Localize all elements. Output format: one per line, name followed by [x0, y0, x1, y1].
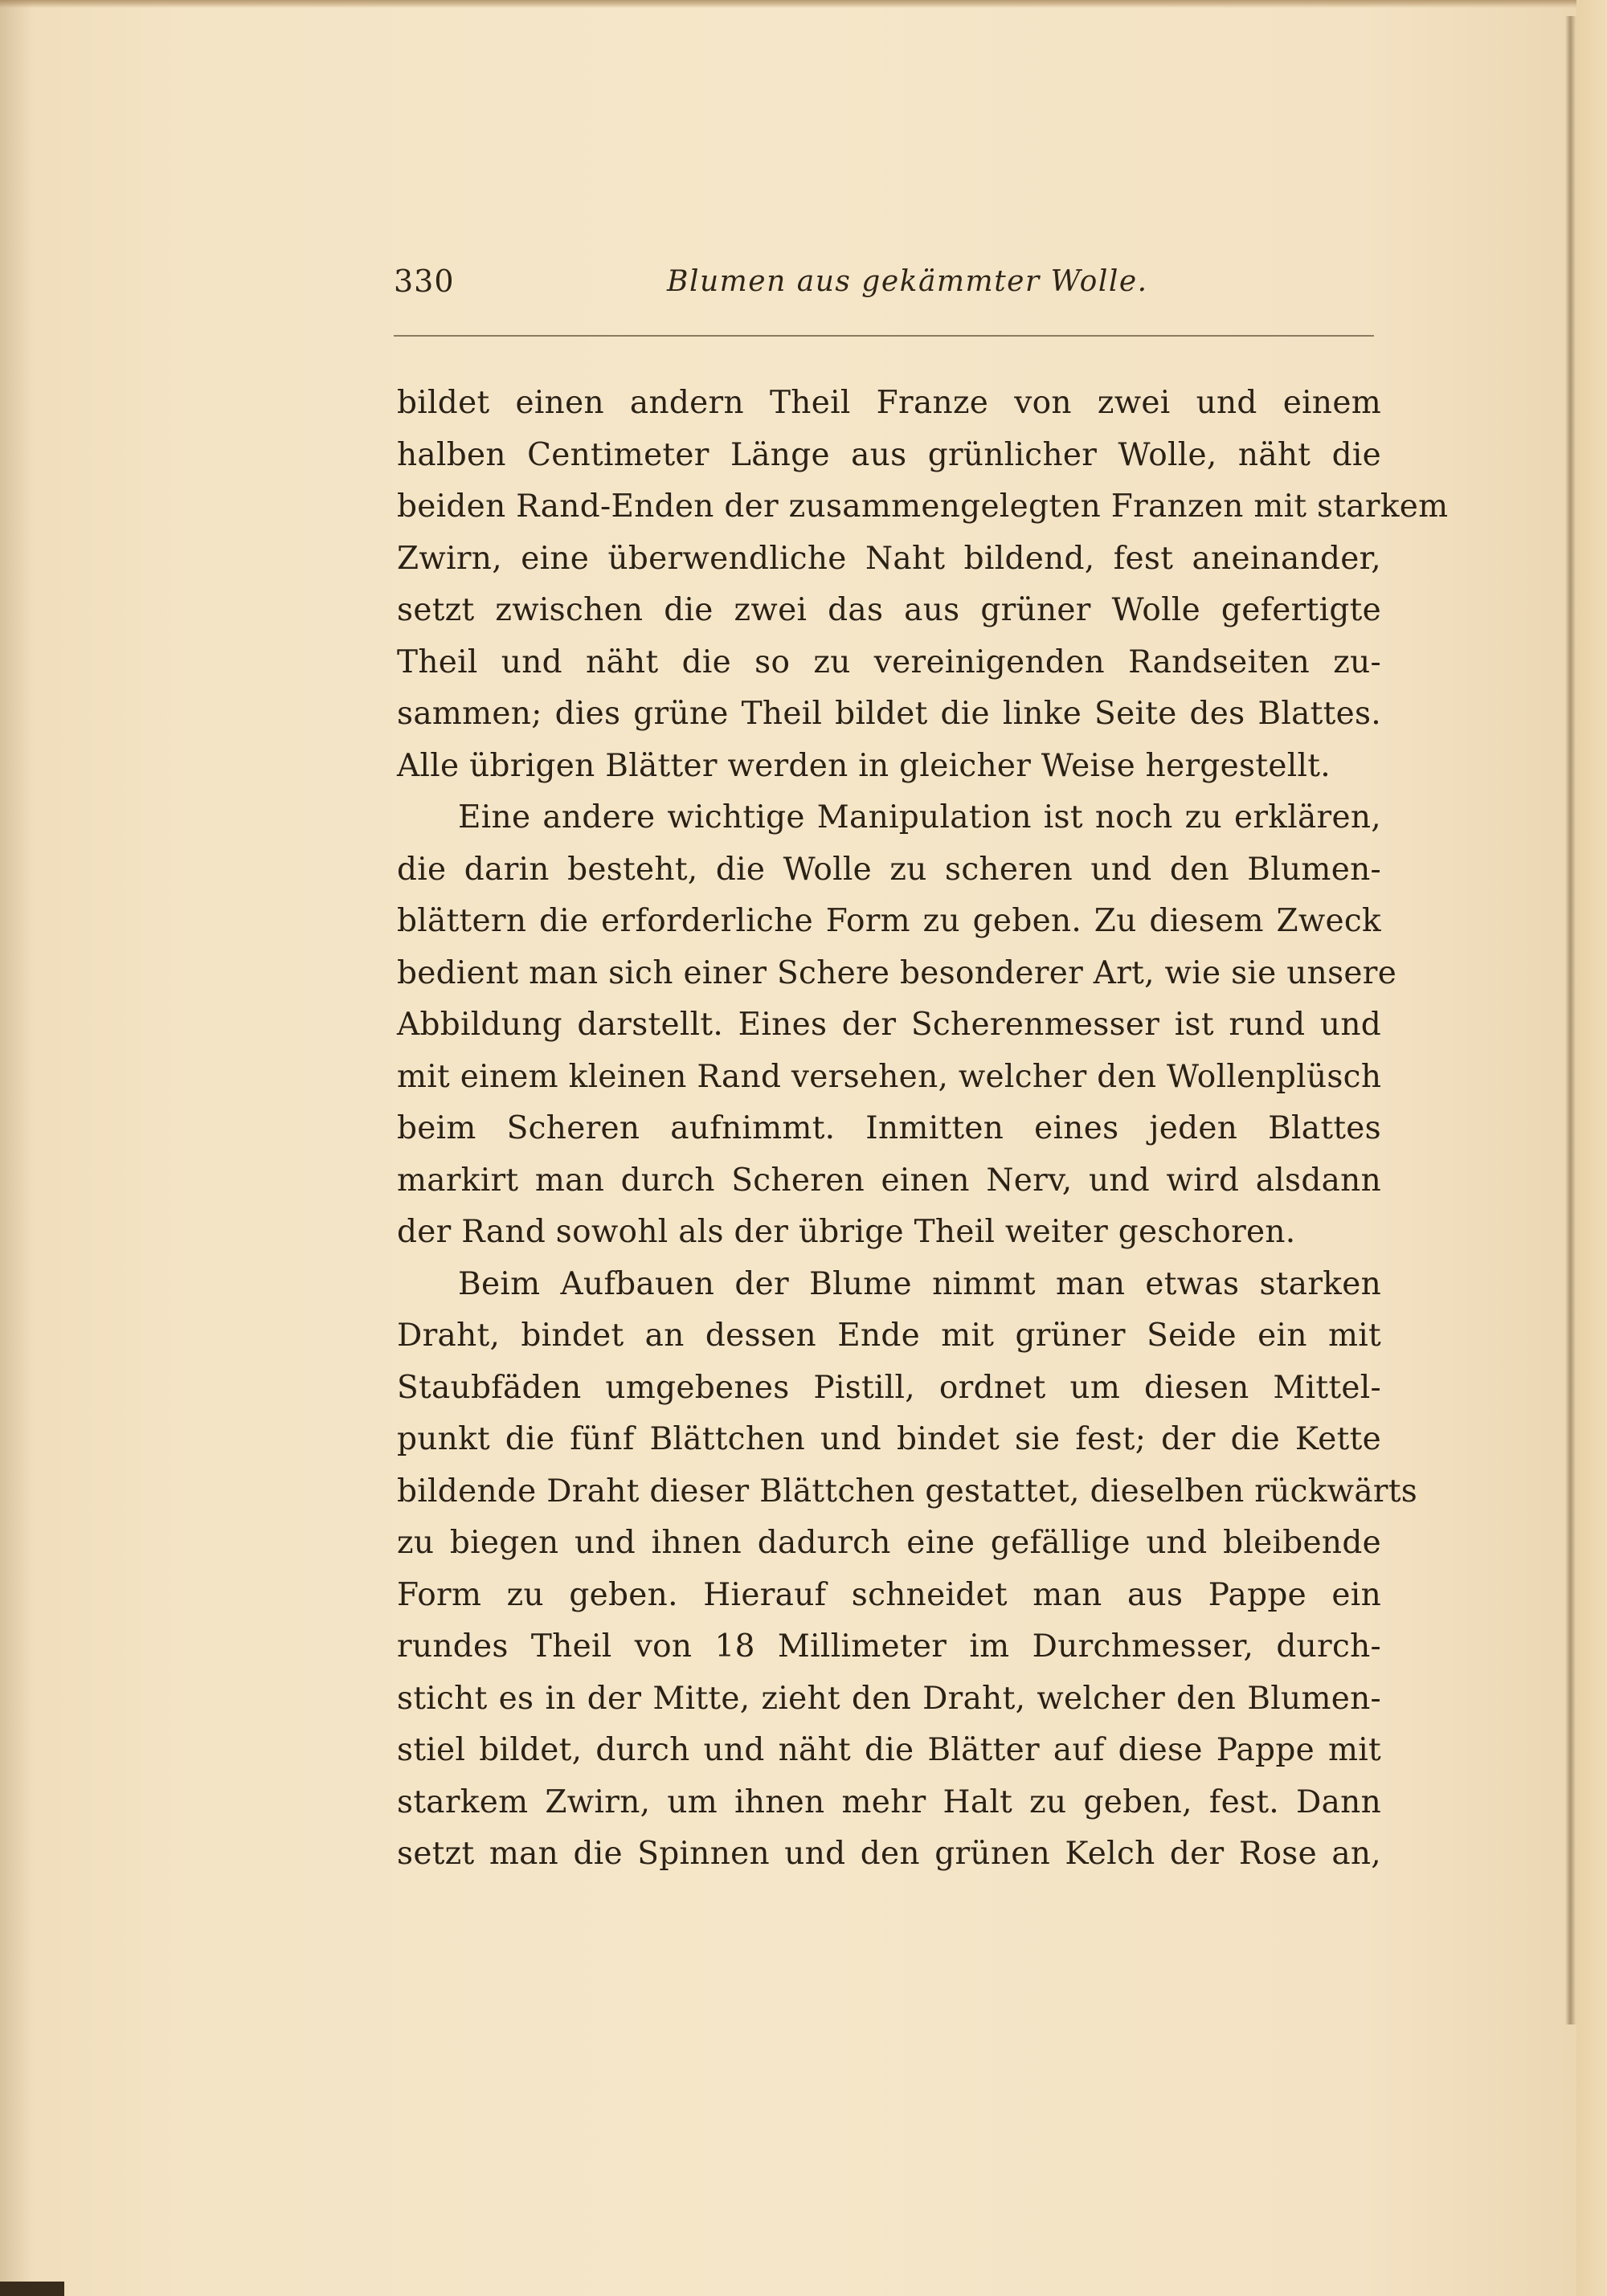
text-line: Form zu geben. Hierauf schneidet man aus Pappe ein — [397, 1576, 1381, 1613]
page-number: 330 — [394, 264, 455, 299]
text-line: Alle übrigen Blätter werden in gleicher Weise hergestellt. — [397, 747, 1331, 784]
text-line: bedient man sich einer Schere besonderer Art, wie sie unsere — [397, 954, 1397, 991]
body-text — [397, 378, 1449, 1881]
text-line: die darin besteht, die Wolle zu scheren und den Blumen- — [397, 851, 1381, 888]
text-line: rundes Theil von 18 Millimeter im Durchmesser, durch- — [397, 1628, 1381, 1665]
text-line: mit einem kleinen Rand versehen, welcher den Wollenplüsch — [397, 1058, 1382, 1095]
running-title: Blumen aus gekämmter Wolle. — [667, 265, 1148, 298]
next-page-edge — [1576, 0, 1607, 2296]
text-line: halben Centimeter Länge aus grünlicher Wolle, näht die — [397, 436, 1381, 473]
text-line: beiden Rand-Enden der zusammengelegten Franzen mit starkem — [397, 488, 1449, 525]
header-rule — [394, 335, 1374, 337]
text-line: Theil und näht die so zu vereinigenden Randseiten zu- — [397, 643, 1381, 680]
text-line: starkem Zwirn, um ihnen mehr Halt zu geben, fest. Dann — [397, 1783, 1381, 1820]
text-line: sammen; dies grüne Theil bildet die linke Seite des Blattes. — [397, 696, 1381, 732]
text-line: bildende Draht dieser Blättchen gestattet, dieselben rückwärts — [397, 1473, 1418, 1510]
text-line: blättern die erforderliche Form zu geben. Zu diesem Zweck — [397, 903, 1381, 939]
text-line: Beim Aufbauen der Blume nimmt man etwas starken — [458, 1265, 1381, 1302]
page-fold-shadow — [1565, 16, 1576, 2024]
text-line: bildet einen andern Theil Franze von zwei und einem — [397, 385, 1381, 421]
text-line: setzt zwischen die zwei das aus grüner Wolle gefertigte — [397, 592, 1381, 628]
text-line: beim Scheren aufnimmt. Inmitten eines jeden Blattes — [397, 1110, 1381, 1146]
text-line: der Rand sowohl als der übrige Theil weiter geschoren. — [397, 1214, 1296, 1250]
text-line: Abbildung darstellt. Eines der Scherenmesser ist rund und — [397, 1007, 1381, 1043]
text-line: punkt die fünf Blättchen und bindet sie fest; der die Kette — [397, 1421, 1381, 1457]
text-line: Draht, bindet an dessen Ende mit grüner Seide ein mit — [397, 1318, 1381, 1354]
page-top-edge — [0, 0, 1607, 8]
text-line: zu biegen und ihnen dadurch eine gefällige und bleibende — [397, 1525, 1381, 1561]
scan-corner — [0, 2282, 64, 2296]
text-line: Zwirn, eine überwendliche Naht bildend, fest aneinander, — [397, 540, 1381, 577]
text-line: setzt man die Spinnen und den grünen Kelch der Rose an, — [397, 1836, 1381, 1872]
text-line: stiel bildet, durch und näht die Blätter auf diese Pappe mit — [397, 1732, 1381, 1768]
page-header — [394, 264, 1374, 312]
text-line: sticht es in der Mitte, zieht den Draht, welcher den Blumen- — [397, 1680, 1381, 1717]
text-line: Eine andere wichtige Manipulation ist noch zu erklären, — [458, 799, 1381, 835]
text-line: markirt man durch Scheren einen Nerv, und wird alsdann — [397, 1162, 1381, 1199]
text-line: Staubfäden umgebenes Pistill, ordnet um diesen Mittel- — [397, 1369, 1381, 1406]
spine-shadow — [0, 0, 32, 2296]
